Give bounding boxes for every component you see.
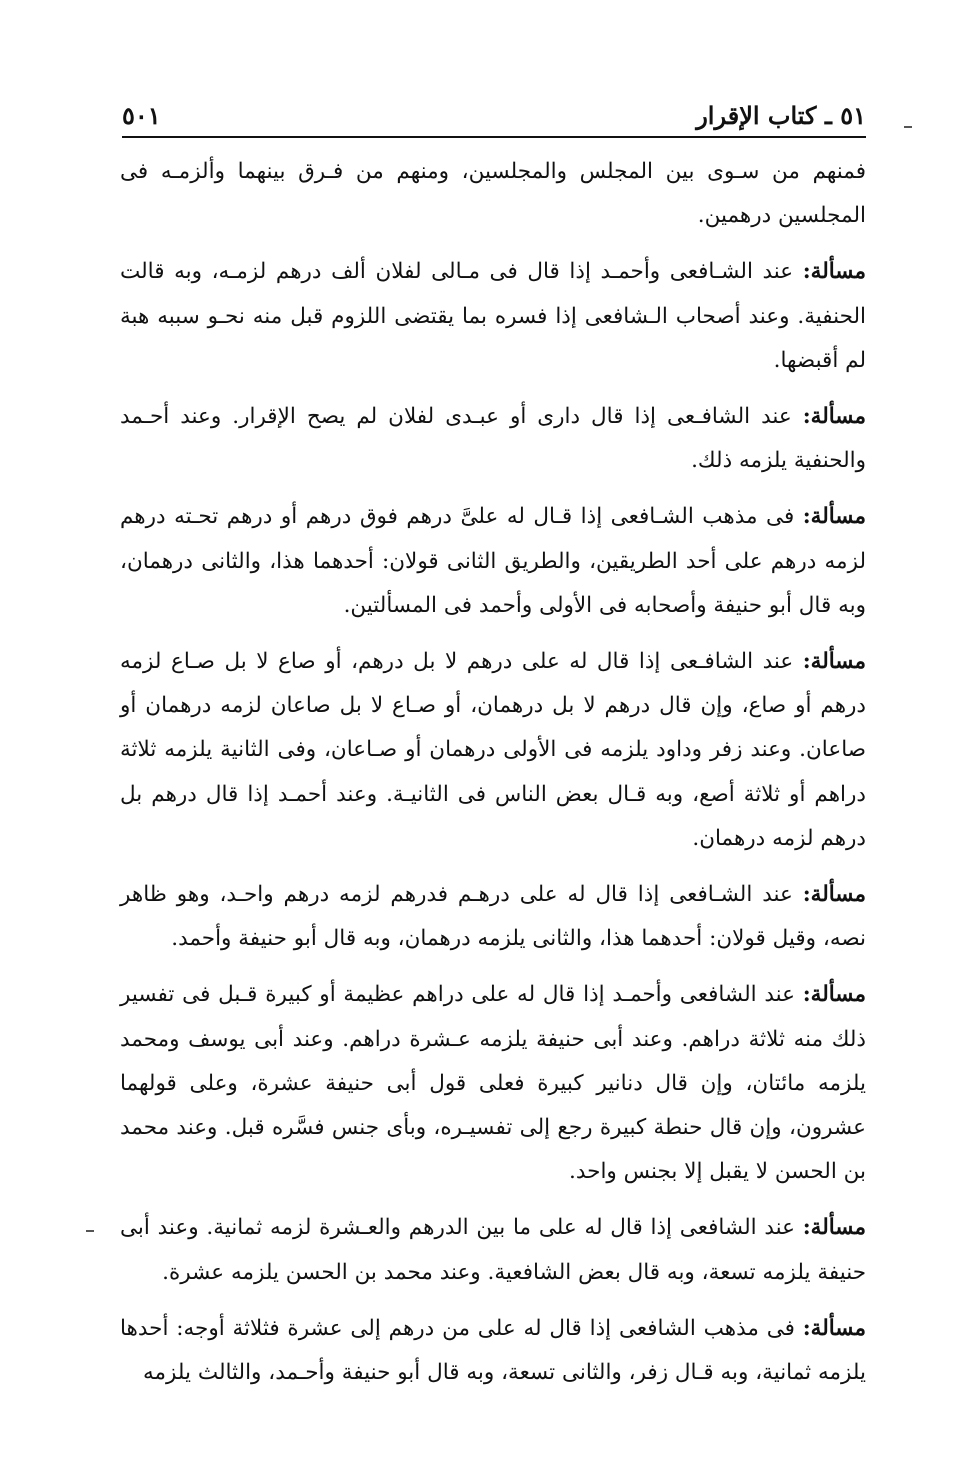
- paragraph: [120, 150, 866, 238]
- paragraph: [120, 1206, 866, 1294]
- paragraph-text: عند الشـافعى إذا قال له على درهـم فدرهم لزمه درهم واحـد، وهو ظاهر نصه، وقيل قولان: أحدهما هذا، والثانى يلزمه درهمان، وبه قال أبو حنيفة وأحمد.: [120, 882, 866, 952]
- paragraph-text: عند الشافعى إذا قال له على ما بين الدرهم والعـشرة لزمه ثمانية. وعند أبى حنيفة يلزمه تسعة، وبه قال بعض الشافعية. وعند محمد بن الحسن يلزمه عشرة.: [120, 1215, 866, 1285]
- paragraph: [120, 395, 866, 483]
- scan-mark: [904, 126, 912, 128]
- paragraph: [120, 973, 866, 1194]
- paragraph: [120, 873, 866, 961]
- page-number: ٥٠١: [122, 101, 161, 130]
- paragraph-text: فمنهم من سـوى بين المجلس والمجلسين، ومنهم من فـرق بينهما وألزمـه فى المجلسين درهمين.: [120, 159, 866, 229]
- issue-label: مسألة:: [802, 504, 866, 530]
- chapter-title: ٥١ ـ كتاب الإقرار: [696, 101, 866, 130]
- issue-label: مسألة:: [802, 882, 866, 908]
- paragraph-text: فى مذهب الشـافعى إذا قـال له علىَّ درهم فوق درهم أو درهم تحـته درهم لزمه درهم على أحد الطريقين، والطريق الثانى قولان: أحدهما هذا، والثانى درهمان، وبه قال أبو حنيفة وأصحابه فى الأولى وأحمد فى المسألتين.: [120, 504, 866, 618]
- paragraph: [120, 250, 866, 383]
- scan-mark: [86, 1230, 94, 1232]
- header-rule: [122, 136, 866, 138]
- paragraph-text: عند الشافـعى إذا قال له على درهم لا بل درهم، أو صاع لا بل صـاع لزمه درهم أو صاع، وإن قال درهم لا بل درهمان، أو صـاع لا بل صاعان لزمه درهمان أو صاعان. وعند زفر وداود يلزمه فى الأولى درهمان أو صـاعان، وفى الثانية يلزمه ثلاثة دراهم أو ثلاثة أصع، وبه قـال بعض الناس فى الثانيـة. وعند أحمـد إذا قال درهم بل درهم لزمه درهمان.: [120, 649, 866, 851]
- paragraph: [120, 495, 866, 628]
- paragraph: [120, 640, 866, 861]
- issue-label: مسألة:: [802, 404, 866, 430]
- issue-label: مسألة:: [802, 1215, 866, 1241]
- issue-label: مسألة:: [802, 982, 866, 1008]
- body-text: [120, 150, 866, 1407]
- issue-label: مسألة:: [802, 259, 866, 285]
- paragraph-text: عند الشافـعى إذا قال دارى أو عبـدى لفلان لم يصح الإقرار. وعند أحـمد والحنفية يلزمه ذلك.: [120, 404, 866, 474]
- paragraph-text: فى مذهب الشافعى إذا قال له على من درهم إلى عشرة فثلاثة أوجه: أحدها يلزمه ثمانية، وبه قـال زفر، والثانى تسعة، وبه قال أبو حنيفة وأحـمد، والثالث يلزمه: [120, 1315, 866, 1386]
- running-header: [122, 96, 866, 130]
- paragraph-text: عند الشـافعى وأحمـد إذا قال فى مـالى لفلان ألف درهم لزمـه، وبه قالت الحنفية. وعند أصحاب الـشافعى إذا فسره بما يقتضى اللزوم قبل منه نحـو سببه هبة لم أقبضها.: [120, 259, 866, 373]
- paragraph-text: عند الشافعى وأحمـد إذا قال له على دراهم عظيمة أو كبيرة قـبل فى تفسير ذلك منه ثلاثة دراهم. وعند أبى حنيفة يلزمه عـشرة دراهم. وعند أبى يوسف ومحمد يلزمه مائتان، وإن قال دنانير كبيرة فعلى قول أبى حنيفة عشرة، وعلى قولهما عشرون، وإن قال حنطة كبيرة رجع إلى تفسيـره، وبأى جنس فسَّره قبل. وعند محمد بن الحسن لا يقبل إلا بجنس واحد.: [120, 982, 866, 1185]
- paragraph: [120, 1307, 866, 1395]
- issue-label: مسألة:: [802, 649, 866, 675]
- issue-label: مسألة:: [802, 1315, 866, 1341]
